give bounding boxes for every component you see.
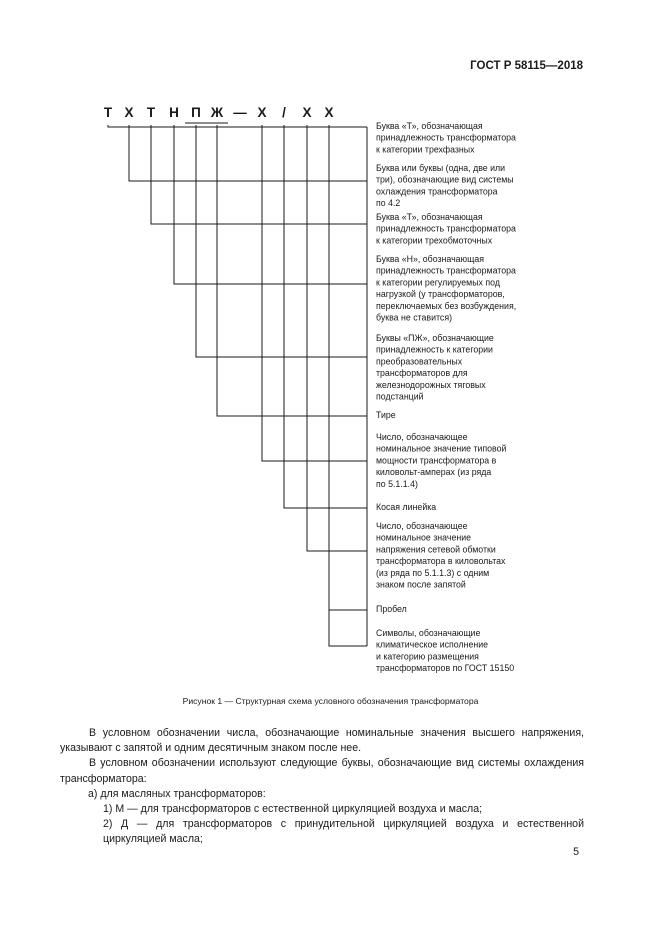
legend-line: трансформатора в киловольтах bbox=[376, 556, 506, 567]
legend-entry bbox=[376, 212, 516, 245]
designation-symbol: Т bbox=[146, 105, 156, 120]
legend-entry bbox=[376, 521, 506, 590]
legend-line: принадлежность трансформатора bbox=[376, 132, 516, 143]
legend-entry bbox=[376, 121, 516, 154]
figure-caption: Рисунок 1 — Структурная схема условного обозначения трансформатора bbox=[182, 696, 479, 706]
legend-line: нагрузкой (у трансформаторов, bbox=[376, 289, 505, 300]
page-number: 5 bbox=[573, 846, 579, 858]
designation-symbol: Н bbox=[169, 105, 179, 120]
designation-symbol: Х bbox=[324, 105, 334, 120]
legend-line: и категорию размещения bbox=[376, 651, 479, 662]
leader-line bbox=[174, 125, 367, 284]
paragraph-decimal-rule: В условном обозначении числа, обозначающие номинальные значения высшего напряжения, указывают с запятой и одним десятичным знаком после нее. bbox=[60, 727, 584, 755]
legend-line: номинальное значение типовой bbox=[376, 443, 507, 454]
list-item-oil-transformers: а) для масляных трансформаторов: bbox=[88, 787, 266, 800]
designation-symbol: Х bbox=[257, 105, 267, 120]
legend-line: Символы, обозначающие bbox=[376, 628, 481, 638]
legend-line: к категории трехобмоточных bbox=[376, 235, 493, 246]
legend-line: Буквы «ПЖ», обозначающие bbox=[376, 333, 494, 343]
legend-entry bbox=[376, 502, 436, 512]
legend-line: три), обозначающие вид системы bbox=[376, 174, 514, 185]
designation-symbol: Ж bbox=[210, 105, 224, 120]
legend-line: Пробел bbox=[376, 604, 407, 614]
leader-line bbox=[217, 125, 367, 416]
legend-line: киловольт-амперах (из ряда bbox=[376, 467, 492, 478]
leader-line bbox=[108, 125, 367, 127]
legend-line: Буква «Т», обозначающая bbox=[376, 121, 483, 131]
leader-line bbox=[129, 125, 367, 181]
leader-line bbox=[329, 125, 367, 610]
legend-line: Тире bbox=[376, 410, 396, 420]
legend-line: подстанций bbox=[376, 391, 424, 402]
standard-designation: ГОСТ Р 58115—2018 bbox=[470, 60, 583, 72]
legend-line: (из ряда по 5.1.1.3) с одним bbox=[376, 567, 490, 578]
legend-line: Число, обозначающее bbox=[376, 521, 468, 531]
legend-entry bbox=[376, 628, 514, 673]
legend-line: переключаемых без возбуждения, bbox=[376, 300, 517, 311]
legend-entry bbox=[376, 254, 516, 323]
body-text bbox=[60, 726, 584, 848]
designation-symbol: Т bbox=[103, 105, 113, 120]
legend-line: Число, обозначающее bbox=[376, 432, 468, 442]
designation-symbol: — bbox=[233, 105, 247, 120]
legend-line: трансформаторов по ГОСТ 15150 bbox=[376, 663, 515, 674]
legend-line: Буква «Н», обозначающая bbox=[376, 254, 485, 264]
legend-line: климатическое исполнение bbox=[376, 639, 489, 650]
legend-entry bbox=[376, 333, 494, 402]
designation-symbol: П bbox=[191, 105, 201, 120]
legend-line: Косая линейка bbox=[376, 502, 437, 512]
designation-symbol: / bbox=[282, 105, 286, 120]
designation-symbol: Х bbox=[124, 105, 134, 120]
legend-line: принадлежность трансформатора bbox=[376, 265, 516, 276]
list-item-d: 2) Д — для трансформаторов с принудительной циркуляцией воздуха и естественной циркуляцией масла; bbox=[103, 818, 584, 846]
leader-line-climate bbox=[329, 610, 367, 646]
list-item-m: 1) М — для трансформаторов с естественной циркуляцией воздуха и масла; bbox=[103, 803, 483, 816]
legend-line: железнодорожных тяговых bbox=[376, 379, 486, 390]
legend-line: Буква «Т», обозначающая bbox=[376, 212, 483, 222]
legend-line: по 5.1.1.4) bbox=[376, 478, 418, 489]
legend-line: к категории трехфазных bbox=[376, 144, 475, 155]
paragraph-cooling-letters: В условном обозначении используют следующие буквы, обозначающие вид системы охлаждения трансформатора: bbox=[60, 757, 584, 785]
legend-line: знаком после запятой bbox=[376, 579, 466, 590]
leader-line bbox=[307, 125, 367, 551]
legend-line: номинальное значение bbox=[376, 532, 471, 543]
legend-line: по 4.2 bbox=[376, 198, 401, 209]
leader-line bbox=[262, 125, 367, 461]
legend-entry bbox=[376, 604, 407, 614]
legend-line: охлаждения трансформатора bbox=[376, 186, 498, 197]
legend-line: принадлежность к категории bbox=[376, 344, 493, 355]
legend-entry bbox=[376, 410, 396, 420]
legend-line: трансформаторов для bbox=[376, 368, 468, 379]
legend-line: буква не ставится) bbox=[376, 312, 453, 323]
legend-line: Буква или буквы (одна, две или bbox=[376, 163, 506, 173]
legend-line: к категории регулируемых под bbox=[376, 277, 500, 288]
leader-line bbox=[284, 125, 367, 508]
legend-line: принадлежность трансформатора bbox=[376, 223, 516, 234]
leader-line bbox=[196, 125, 367, 357]
legend-line: преобразовательных bbox=[376, 356, 463, 367]
legend-entry bbox=[376, 432, 507, 489]
legend-line: мощности трансформатора в bbox=[376, 455, 497, 466]
leader-line bbox=[151, 125, 367, 224]
designation-symbol: Х bbox=[302, 105, 312, 120]
legend-line: напряжения сетевой обмотки bbox=[376, 544, 496, 555]
legend-entry bbox=[376, 163, 514, 208]
